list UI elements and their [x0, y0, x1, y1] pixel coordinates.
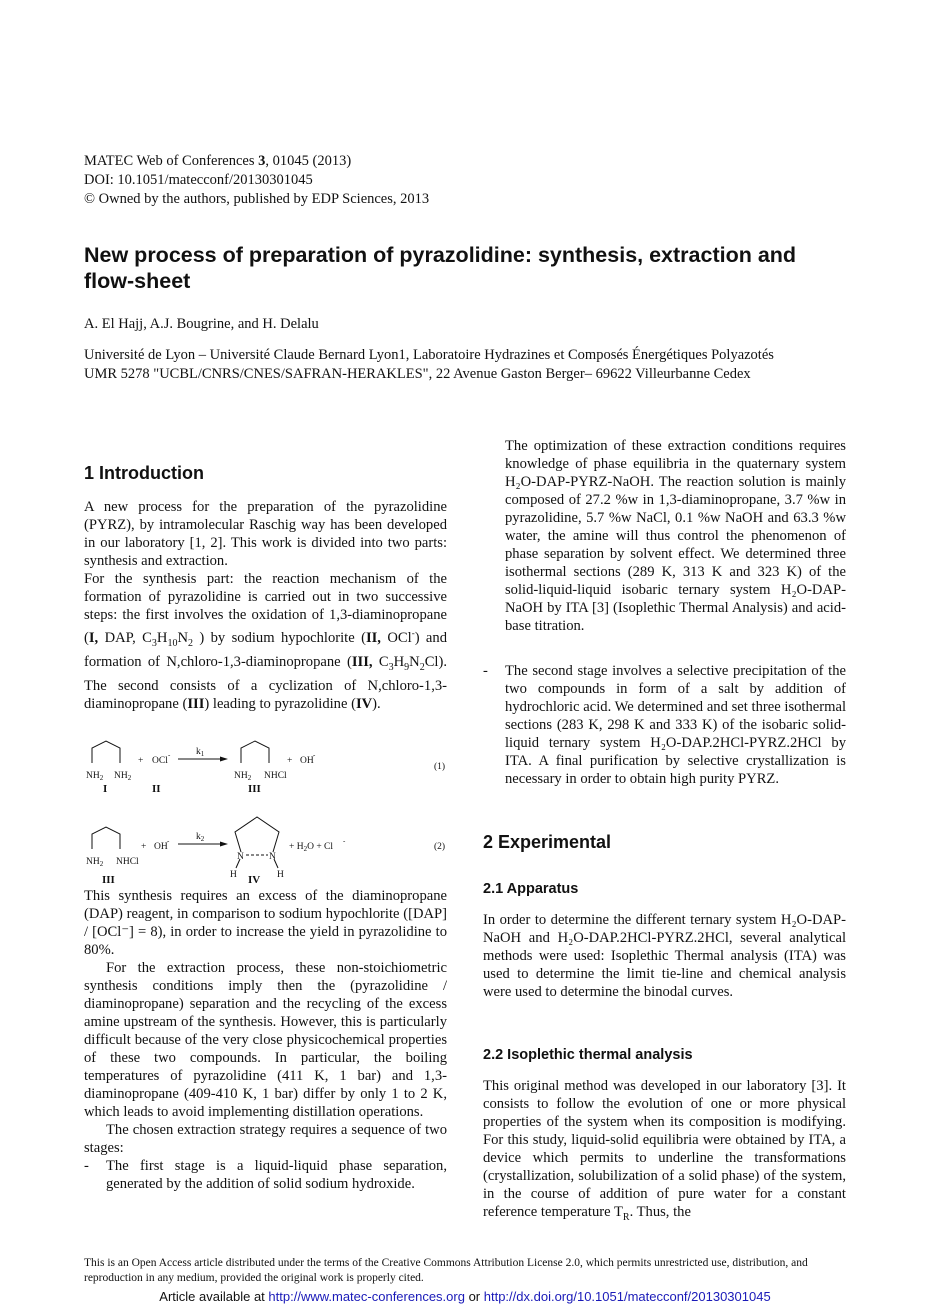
author-list: A. El Hajj, A.J. Bougrine, and H. Delalu [84, 316, 319, 332]
bullet-item-1: - The first stage is a liquid-liquid phase separation, generated by the addition of solid sodium hydroxide. [84, 1158, 447, 1192]
svg-text:-: - [167, 837, 170, 845]
hydroxide-label: OH [300, 756, 314, 766]
affiliation-line-1: Université de Lyon – Université Claude Bernard Lyon1, Laboratoire Hydrazines et Composés Énergétiques Polyazotés [84, 347, 774, 363]
left-column-top [84, 498, 447, 713]
intro-paragraph-3: This synthesis requires an excess of the diaminopropane (DAP) reagent, in comparison to sodium hypochlorite ([DAP] / [OCl⁻] = 8), in order to increase the yield in pyrazolidine to 80%. [84, 888, 447, 958]
section-heading-introduction: 1 Introduction [84, 463, 204, 483]
doi-line: DOI: 10.1051/matecconf/20130301045 [84, 172, 313, 188]
doi-link[interactable]: http://dx.doi.org/10.1051/matecconf/20130301045 [483, 1289, 771, 1304]
reaction-scheme-1 [84, 738, 450, 798]
byproducts-label: + $H_2O + Cl$ [289, 842, 334, 853]
journal-volume: 3 [258, 153, 266, 169]
ring-nitrogen-left: N [237, 852, 244, 862]
nh2-label-2: $NH_2$ [86, 857, 104, 868]
license-note: This is an Open Access article distributed under the terms of the Creative Commons Attribution License 2.0, which permits unrestricted use, distribution, and reproduction in any medium, provided the original work is properly cited. [84, 1257, 808, 1284]
nh2-label-b: $NH_2$ [114, 771, 132, 782]
affiliation-line-2: UMR 5278 "UCBL/CNRS/CNES/SAFRAN-HERAKLES", 22 Avenue Gaston Berger– 69622 Villeurbanne Cedex [84, 366, 751, 382]
compound-label-III: III [248, 783, 261, 795]
reaction-scheme-2 [84, 806, 450, 886]
svg-text:+: + [141, 842, 147, 852]
compound-label-III-2: III [102, 874, 115, 886]
bullet-item-2: - The second stage involves a selective precipitation of the two compounds in form of a salt by addition of hydrochloric acid. We determined and set three isothermal sections (283 K, 298 K and 333 K) of the isobaric solid-liquid ternary system H₂O-DAP.2HCl-PYRZ.2HCl by ITA. A final purification by selective crystallization is necessary in order to obtain high purity PYRZ. [483, 663, 846, 787]
right-column-bullet [483, 662, 846, 788]
diaminopropane-structure [92, 741, 120, 763]
bullet-1-continuation: The optimization of these extraction conditions requires knowledge of phase equilibria in the quaternary system H₂O-DAP-PYRZ-NaOH. The reaction solution is mainly composed of 27.2 %w in 1,3-diaminopropane, 3.7 %w in pyrazolidine, 5.7 %w NaCl, 0.1 %w NaOH and 63.3 %w water, the amine will thus control the phenomenon of phase separation by solvent effect. We determined three isothermal sections (289 K, 313 K and 323 K) of the solid-liquid-liquid isobaric ternary system H₂O-DAP-NaOH by ITA [3] (Isoplethic Thermal Analysis) and acid-base titration. [505, 438, 846, 634]
right-column-top [505, 437, 846, 635]
chloroamine-structure-2 [92, 827, 120, 849]
matec-website-link[interactable]: http://www.matec-conferences.org [268, 1289, 465, 1304]
product-nh2-label: $NH_2$ [234, 771, 252, 782]
svg-text:-: - [168, 751, 171, 759]
nh2-label-a: $NH_2$ [86, 771, 104, 782]
rate-constant-k1: $k_1$ [196, 747, 205, 758]
ring-hydrogen-left: H [230, 870, 237, 880]
rate-constant-k2: $k_2$ [196, 832, 205, 843]
compound-label-IV: IV [248, 874, 261, 886]
intro-paragraph-4: For the extraction process, these non-stoichiometric synthesis conditions imply then the (pyrazolidine / diaminopropane) separation and the recycling of the excess amine upstream of the synthesis. However, this is particularly difficult because of the very close physicochemical properties of these two compounds. In particular, the boiling temperatures of pyrazolidine (411 K, 1 bar) and 1,3-diaminopropane (409-410 K, 1 bar) differ by only 1 to 2 K, which leads to avoid implementing distillation operations. [84, 960, 447, 1120]
nhcl-label-2: NHCl [116, 857, 139, 867]
intro-paragraph-5: The chosen extraction strategy requires a sequence of two stages: [84, 1122, 447, 1156]
compound-label-II: II [152, 783, 161, 795]
chloroamine-structure [241, 741, 269, 763]
intro-paragraph-2: For the synthesis part: the reaction mechanism of the formation of pyrazolidine is carried out in two successive steps: the first involves the oxidation of 1,3-diaminopropane (I, DAP, $C_3H_{10}N_2$ ) by sodium hypochlorite (II, OCl-) and formation of N,chloro-1,3-diaminopropane (III, $C_3H_9N_2Cl$). The second consists of a cyclization of N,chloro-1,3-diaminopropane (III) leading to pyrazolidine (IV). [84, 571, 447, 712]
equation-number-1: (1) [434, 762, 446, 772]
copyright-line: © Owned by the authors, published by EDP Sciences, 2013 [84, 191, 430, 207]
svg-text:+: + [287, 756, 293, 766]
plus-sign: + [138, 756, 144, 766]
journal-reference: MATEC Web of Conferences 3, 01045 (2013) [84, 153, 352, 169]
hydroxide-label-2: OH [154, 842, 168, 852]
paper-title: New process of preparation of pyrazolidine: synthesis, extraction and flow-sheet [84, 243, 797, 293]
pyrazolidine-ring [235, 817, 279, 852]
section-heading-experimental: 2 Experimental [483, 832, 612, 852]
subsection-heading-apparatus: 2.1 Apparatus [483, 881, 579, 897]
ring-hydrogen-right: H [277, 870, 284, 880]
left-column-bottom [84, 887, 447, 1193]
ita-paragraph: This original method was developed in our laboratory [3]. It consists to follow the evolution of one or more physical properties of the system when its composition is modifying. For this study, liquid-solid equilibria were obtained by ITA, a device which permits to underline the transformations (crystallization, solubilization of a solid phase) of the system, in the course of addition of pure water for a constant reference temperature $T_R$. Thus, the [483, 1078, 846, 1223]
product-nhcl-label: NHCl [264, 771, 287, 781]
subsection-heading-ita: 2.2 Isoplethic thermal analysis [483, 1047, 693, 1063]
svg-text:-: - [343, 837, 346, 845]
svg-text:-: - [313, 751, 316, 759]
ring-nitrogen-right: N [269, 852, 276, 862]
article-availability: Article available at http://www.matec-conferences.org or http://dx.doi.org/10.1051/matecconf/20130301045 [159, 1289, 771, 1304]
equation-number-2: (2) [434, 842, 446, 852]
intro-paragraph-1: A new process for the preparation of the pyrazolidine (PYRZ), by intramolecular Raschig way has been developed in our laboratory [1, 2]. This work is divided into two parts: synthesis and extraction. [84, 499, 447, 569]
apparatus-paragraph: In order to determine the different ternary system H₂O-DAP-NaOH and H₂O-DAP.2HCl-PYRZ.2HCl, several analytical methods were used: Isoplethic Thermal analysis (ITA) was used to determine the limit tie-line and chemical analysis were used to determine the binodal curves. [483, 912, 846, 1000]
hypochlorite-label: OCl [152, 756, 168, 766]
compound-label-I: I [103, 783, 108, 795]
